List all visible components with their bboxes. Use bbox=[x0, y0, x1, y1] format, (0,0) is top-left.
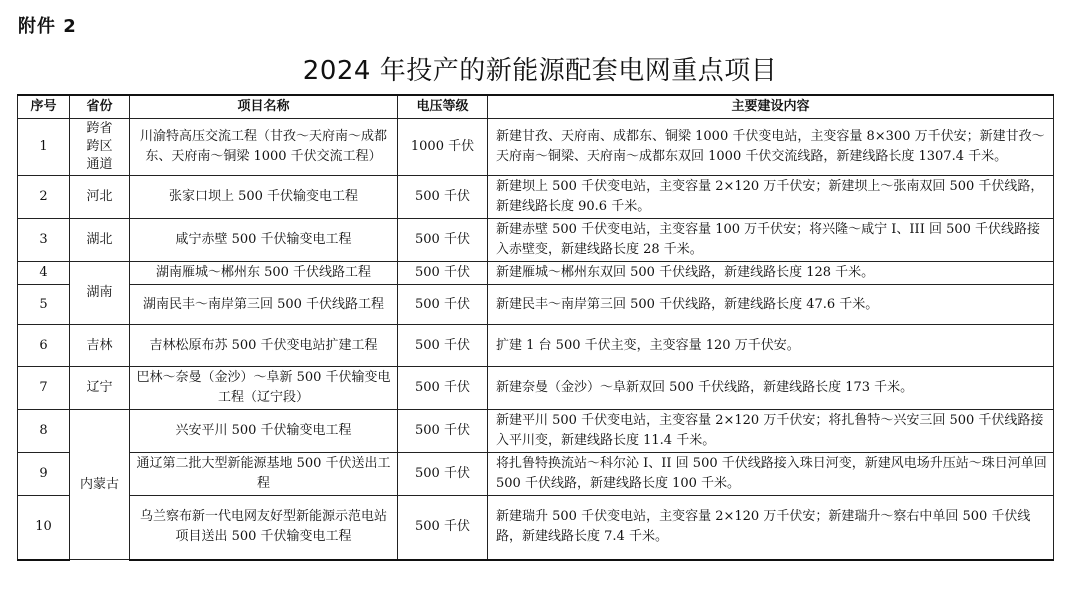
table-row bbox=[18, 325, 1054, 367]
projects-table bbox=[17, 94, 1054, 561]
row-no: 1 bbox=[18, 119, 70, 176]
table-header-row bbox=[18, 95, 1054, 119]
row-voltage: 500 千伏 bbox=[398, 410, 488, 453]
table-row bbox=[18, 453, 1054, 496]
table-row bbox=[18, 176, 1054, 219]
row-content: 新建奈曼（金沙）～阜新双回 500 千伏线路，新建线路长度 173 千米。 bbox=[488, 367, 1054, 410]
header-province: 省份 bbox=[70, 95, 130, 119]
header-name: 项目名称 bbox=[130, 95, 398, 119]
row-no: 2 bbox=[18, 176, 70, 219]
header-voltage: 电压等级 bbox=[398, 95, 488, 119]
table-row bbox=[18, 496, 1054, 560]
row-name: 湖南雁城～郴州东 500 千伏线路工程 bbox=[130, 262, 398, 285]
row-voltage: 500 千伏 bbox=[398, 367, 488, 410]
row-content: 扩建 1 台 500 千伏主变，主变容量 120 万千伏安。 bbox=[488, 325, 1054, 367]
row-content: 新建平川 500 千伏变电站，主变容量 2×120 万千伏安；将扎鲁特～兴安三回 500 千伏线路接入平川变，新建线路长度 11.4 千米。 bbox=[488, 410, 1054, 453]
row-no: 6 bbox=[18, 325, 70, 367]
row-province: 河北 bbox=[70, 176, 130, 219]
row-name: 吉林松原布苏 500 千伏变电站扩建工程 bbox=[130, 325, 398, 367]
table-row bbox=[18, 262, 1054, 285]
table-row bbox=[18, 367, 1054, 410]
row-no: 8 bbox=[18, 410, 70, 453]
row-content: 新建民丰～南岸第三回 500 千伏线路，新建线路长度 47.6 千米。 bbox=[488, 285, 1054, 325]
header-no: 序号 bbox=[18, 95, 70, 119]
row-province: 内蒙古 bbox=[70, 410, 130, 560]
row-name: 兴安平川 500 千伏输变电工程 bbox=[130, 410, 398, 453]
row-content: 新建雁城～郴州东双回 500 千伏线路，新建线路长度 128 千米。 bbox=[488, 262, 1054, 285]
row-no: 5 bbox=[18, 285, 70, 325]
attachment-label: 附件 2 bbox=[18, 16, 77, 37]
row-province: 湖南 bbox=[70, 262, 130, 325]
row-name: 咸宁赤壁 500 千伏输变电工程 bbox=[130, 219, 398, 262]
row-province: 辽宁 bbox=[70, 367, 130, 410]
row-voltage: 500 千伏 bbox=[398, 262, 488, 285]
table-row bbox=[18, 285, 1054, 325]
row-no: 3 bbox=[18, 219, 70, 262]
row-name: 川渝特高压交流工程（甘孜～天府南～成都东、天府南～铜梁 1000 千伏交流工程） bbox=[130, 119, 398, 176]
row-content: 新建瑞升 500 千伏变电站，主变容量 2×120 万千伏安；新建瑞升～察右中单回 500 千伏线路，新建线路长度 7.4 千米。 bbox=[488, 496, 1054, 560]
row-province: 吉林 bbox=[70, 325, 130, 367]
page-title: 2024 年投产的新能源配套电网重点项目 bbox=[302, 56, 778, 86]
table-row bbox=[18, 119, 1054, 176]
row-province: 湖北 bbox=[70, 219, 130, 262]
row-name: 通辽第二批大型新能源基地 500 千伏送出工程 bbox=[130, 453, 398, 496]
row-voltage: 500 千伏 bbox=[398, 325, 488, 367]
row-name: 乌兰察布新一代电网友好型新能源示范电站项目送出 500 千伏输变电工程 bbox=[130, 496, 398, 560]
row-province: 跨省 跨区 通道 bbox=[70, 119, 130, 176]
row-name: 巴林～奈曼（金沙）～阜新 500 千伏输变电工程（辽宁段） bbox=[130, 367, 398, 410]
table-row bbox=[18, 219, 1054, 262]
row-no: 4 bbox=[18, 262, 70, 285]
table-row bbox=[18, 410, 1054, 453]
row-content: 将扎鲁特换流站～科尔沁 I、II 回 500 千伏线路接入珠日河变，新建风电场升压站～珠日河单回 500 千伏线路，新建线路长度 100 千米。 bbox=[488, 453, 1054, 496]
header-content: 主要建设内容 bbox=[488, 95, 1054, 119]
row-content: 新建赤壁 500 千伏变电站，主变容量 100 万千伏安；将兴隆～咸宁 I、III 回 500 千伏线路接入赤壁变，新建线路长度 28 千米。 bbox=[488, 219, 1054, 262]
row-voltage: 500 千伏 bbox=[398, 219, 488, 262]
row-name: 湖南民丰～南岸第三回 500 千伏线路工程 bbox=[130, 285, 398, 325]
row-content: 新建甘孜、天府南、成都东、铜梁 1000 千伏变电站，主变容量 8×300 万千伏安；新建甘孜～天府南～铜梁、天府南～成都东双回 1000 千伏交流线路，新建线路长度 1307.4 千米。 bbox=[488, 119, 1054, 176]
row-no: 10 bbox=[18, 496, 70, 560]
row-voltage: 500 千伏 bbox=[398, 453, 488, 496]
row-no: 9 bbox=[18, 453, 70, 496]
row-content: 新建坝上 500 千伏变电站，主变容量 2×120 万千伏安；新建坝上～张南双回 500 千伏线路，新建线路长度 90.6 千米。 bbox=[488, 176, 1054, 219]
row-name: 张家口坝上 500 千伏输变电工程 bbox=[130, 176, 398, 219]
row-no: 7 bbox=[18, 367, 70, 410]
row-voltage: 500 千伏 bbox=[398, 285, 488, 325]
row-voltage: 1000 千伏 bbox=[398, 119, 488, 176]
row-voltage: 500 千伏 bbox=[398, 496, 488, 560]
row-voltage: 500 千伏 bbox=[398, 176, 488, 219]
